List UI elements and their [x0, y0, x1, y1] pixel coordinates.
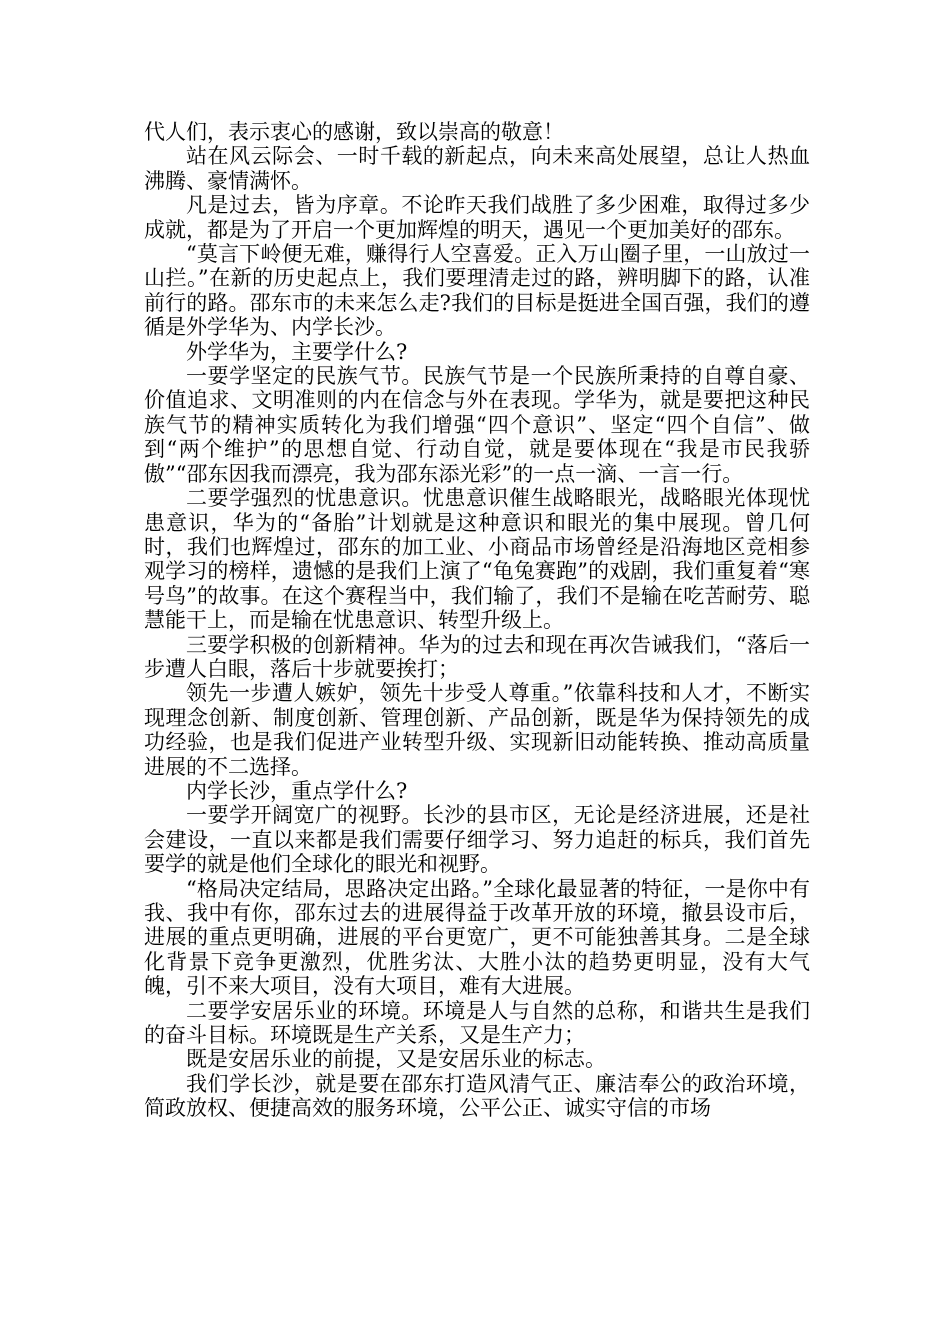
paragraph-13: 二要学安居乐业的环境。环境是人与自然的总称，和谐共生是我们的奋斗目标。环境既是生产关系，又是生产力； [144, 998, 810, 1048]
document-page [144, 120, 810, 1121]
paragraph-8: 三要学积极的创新精神。华为的过去和现在再次告诫我们，“落后一步遭人白眼，落后十步就要挨打； [144, 632, 810, 681]
paragraph-11: 一要学开阔宽广的视野。长沙的县市区，无论是经济进展，还是社会建设，一直以来都是我们需要仔细学习、努力追赶的标兵，我们首先要学的就是他们全球化的眼光和视野。 [144, 803, 810, 877]
paragraph-15: 我们学长沙，就是要在邵东打造风清气正、廉洁奉公的政治环境，简政放权、便捷高效的服务环境，公平公正、诚实守信的市场 [144, 1071, 810, 1121]
paragraph-5: 外学华为，主要学什么? [186, 339, 408, 364]
paragraph-6: 一要学坚定的民族气节。民族气节是一个民族所秉持的自尊自豪、价值追求、文明准则的内在信念与外在表现。学华为，就是要把这种民族气节的精神实质转化为我们增强“四个意识”、坚定“四个自信”、做到“两个维护”的思想自觉、行动自觉，就是要体现在“我是市民我骄傲”“邵东因我而漂亮，我为邵东添光彩”的一点一滴、一言一行。 [144, 364, 810, 486]
paragraph-10: 内学长沙，重点学什么? [186, 778, 408, 803]
paragraph-7: 二要学强烈的忧患意识。忧患意识催生战略眼光，战略眼光体现忧患意识，华为的“备胎”计划就是这种意识和眼光的集中展现。曾几何时，我们也辉煌过，邵东的加工业、小商品市场曾经是沿海地区竞相参观学习的榜样，遗憾的是我们上演了“龟兔赛跑”的戏剧，我们重复着“寒号鸟”的故事。在这个赛程当中，我们输了，我们不是输在吃苦耐劳、聪慧能干上，而是输在忧患意识、转型升级上。 [144, 486, 810, 633]
paragraph-2: 站在风云际会、一时千载的新起点，向未来高处展望，总让人热血沸腾、豪情满怀。 [144, 144, 810, 193]
paragraph-14: 既是安居乐业的前提，又是安居乐业的标志。 [186, 1047, 606, 1072]
paragraph-12: “格局决定结局，思路决定出路。”全球化最显著的特征，一是你中有我、我中有你，邵东过去的进展得益于改革开放的环境，撤县设市后，进展的重点更明确，进展的平台更宽广，更不可能独善其身。二是全球化背景下竞争更激烈，优胜劣汰、大胜小汰的趋势更明显，没有大气魄，引不来大项目，没有大项目，难有大进展。 [144, 876, 810, 999]
paragraph-4: “莫言下岭便无难，赚得行人空喜爱。正入万山圈子里，一山放过一山拦。”在新的历史起点上，我们要理清走过的路，辨明脚下的路，认准前行的路。邵东市的未来怎么走?我们的目标是挺进全国百强，我们的遵循是外学华为、内学长沙。 [144, 242, 810, 340]
paragraph-1: 代人们，表示衷心的感谢，致以崇高的敬意！ [144, 120, 564, 144]
paragraph-9: 领先一步遭人嫉妒，领先十步受人尊重。”依靠科技和人才，不断实现理念创新、制度创新、管理创新、产品创新，既是华为保持领先的成功经验，也是我们促进产业转型升级、实现新旧动能转换、推动高质量进展的不二选择。 [144, 681, 810, 779]
paragraph-3: 凡是过去，皆为序章。不论昨天我们战胜了多少困难，取得过多少成就，都是为了开启一个更加辉煌的明天，遇见一个更加美好的邵东。 [144, 193, 810, 242]
